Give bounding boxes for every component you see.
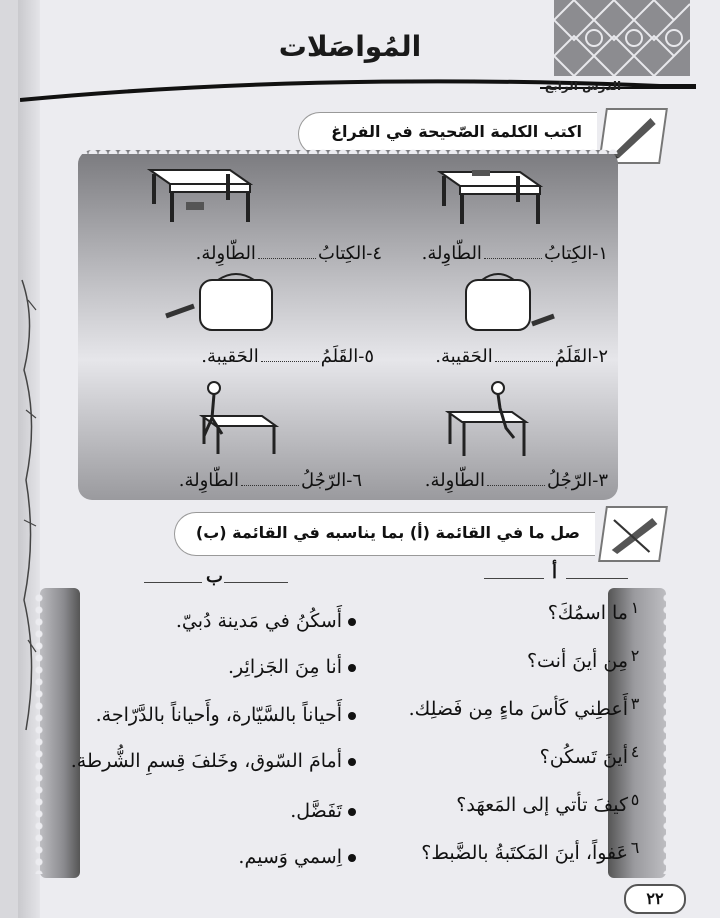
exercise1-instruction: اكتب الكلمة الصّحيحة في الفراغ [331,122,582,141]
col-b-item[interactable]: أمامَ السّوق، وخَلفَ قِسمِ الشُّرطة. [60,750,356,772]
exercise1-item-3: ٣-الرّجُلُالطّاوِلة. [424,470,608,491]
blank-field[interactable] [495,361,553,362]
row-number: ٤ [630,742,640,761]
row-number: ٥ [630,790,640,809]
col-b-item[interactable]: اِسمي وَسيم. [92,846,356,868]
blank-field[interactable] [241,485,299,486]
col-b-item[interactable]: أَسكُنُ في مَدينة دُبيّ. [92,610,356,632]
page-number: ٢٢ [624,884,686,914]
exercise2-instruction: صل ما في القائمة (أ) بما يناسبه في القائمة (ب) [195,523,580,542]
bullet-dot [348,854,356,862]
row-number: ٦ [630,838,640,857]
col-a-item[interactable]: أينَ تَسكُن؟ [539,746,628,768]
col-b-underline [144,582,202,583]
bullet-dot [348,618,356,626]
col-b-label: ب [206,566,223,587]
exercise1-item-6: ٦-الرّجُلُالطّاوِلة. [178,470,362,491]
man-sitting-on-table-illustration [182,378,282,462]
bullet-dot [348,758,356,766]
row-number: ٢ [630,646,640,665]
bullet-dot [348,712,356,720]
col-a-underline [484,578,544,579]
col-a-item[interactable]: عَفواً، أينَ المَكتَبةُ بالضَّبط؟ [421,842,628,864]
table-with-book-on-illustration [430,162,550,232]
table-with-book-under-illustration [140,160,260,230]
decorative-pattern [554,0,690,76]
exercise1-item-1: ١-الكِتابُالطّاوِلة. [421,243,608,264]
col-b-item[interactable]: أنا مِنَ الجَزائِر. [92,656,356,678]
bullet-dot [348,808,356,816]
col-b-item[interactable]: تَفَضَّل. [92,800,356,822]
column-b-strip [40,588,80,878]
col-a-item[interactable]: أَعطِني كَأسَ ماءٍ مِن فَضلِك. [408,698,628,720]
blank-field[interactable] [487,485,545,486]
lesson-label: الدرس الرابع [545,79,622,93]
blank-field[interactable] [258,258,316,259]
col-a-item[interactable]: ما اسمُكَ؟ [547,602,628,624]
bullet-dot [348,664,356,672]
exercise1-item-5: ٥-القَلَمُالحَقيبة. [201,346,374,367]
pencil-icon-box [598,506,668,562]
col-a-label: أ [552,562,558,583]
row-number: ٣ [630,694,640,713]
number-strip [608,588,666,878]
blank-field[interactable] [484,258,542,259]
page-title: المُواصَلات [278,30,422,63]
man-next-to-table-illustration [442,378,542,462]
bag-with-pen-front-illustration [462,272,562,338]
blank-field[interactable] [261,361,319,362]
col-b-item[interactable]: أَحياناً بالسَّيّارة، وأَحياناً بالدَّرّاجة. [60,704,356,726]
col-b-underline [224,582,288,583]
bag-with-pen-beside-illustration [160,272,280,338]
row-number: ١ [630,598,640,617]
exercise1-item-2: ٢-القَلَمُالحَقيبة. [435,346,608,367]
pencil-icon [600,508,665,560]
exercise1-item-4: ٤-الكِتابُالطّاوِلة. [195,243,382,264]
col-a-item[interactable]: كيفَ تأتي إلى المَعهَد؟ [456,794,628,816]
col-a-item[interactable]: مِن أينَ أنت؟ [526,650,628,672]
col-a-underline [566,578,628,579]
